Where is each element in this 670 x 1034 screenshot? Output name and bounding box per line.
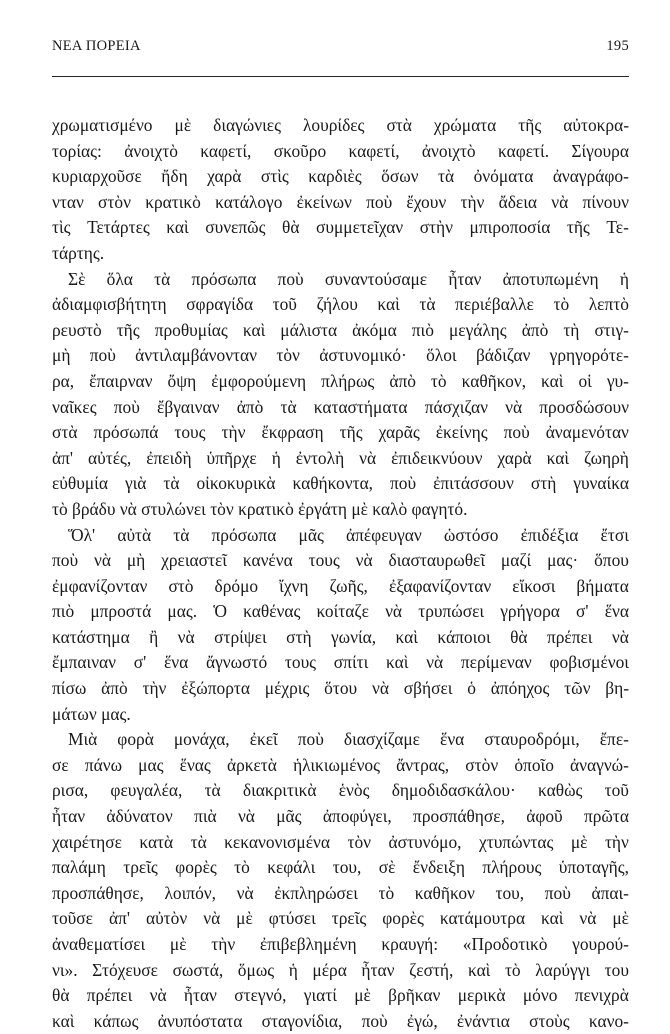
text-line: κυριαρχοῦσε ἤδη χαρὰ στὶς καρδιὲς ὅσων τὰ ὀνόματα ἀναγράφο- <box>52 166 629 187</box>
text-line: τὶς Τετάρτες καὶ συνεπῶς θὰ συμμετεῖχαν στὴν μπιροποσία τῆς Τε- <box>52 217 629 238</box>
text-line: τὸ βράδυ νὰ στυλώνει τὸν κρατικὸ ἐργάτη μὲ καλὸ φαγητό. <box>52 498 468 519</box>
text-line: θὰ πρέπει νὰ ἦταν στεγνό, γιατί μὲ βρῆκαν μερικὰ μόνο πενιχρὰ <box>52 985 629 1006</box>
text-line: ἀπ' αὐτές, ἐπειδὴ ὑπῆρχε ἡ ἐντολὴ νὰ ἐπιδεικνύουν χαρὰ καὶ ζωηρὴ <box>52 447 629 468</box>
text-line: στὰ πρόσωπά τους τὴν ἔκφραση τῆς χαρᾶς ἐκείνης ποὺ ἀναμενόταν <box>52 422 629 443</box>
paragraph <box>52 267 629 523</box>
text-line: τορίας: ἀνοιχτὸ καφετί, σκοῦρο καφετί, ἀνοιχτὸ καφετί. Σίγουρα <box>52 140 629 161</box>
text-line: Ὅλ' αὐτὰ τὰ πρόσωπα μᾶς ἀπέφευγαν ὡστόσο ἐπιδέξια ἔτσι <box>68 524 629 545</box>
text-line: Σὲ ὅλα τὰ πρόσωπα ποὺ συναντούσαμε ἦταν ἀποτυπωμένη ἡ <box>68 268 629 289</box>
text-line: Μιὰ φορὰ μονάχα, ἐκεῖ ποὺ διασχίζαμε ἕνα σταυροδρόμι, ἔπε- <box>68 729 629 750</box>
text-line: εὐθυμία γιὰ τὰ οἰκοκυρικὰ καθήκοντα, ποὺ ἐπιτάσσουν στὴ γυναίκα <box>52 473 629 494</box>
text-line: νταν στὸν κρατικὸ κατάλογο ἐκείνων ποὺ ἔχουν τὴν ἄδεια νὰ πίνουν <box>52 191 629 212</box>
text-line: παλάμη τρεῖς φορὲς τὸ κεφάλι του, σὲ ἔνδειξη πλήρους ὑποταγῆς, <box>52 857 629 878</box>
book-page <box>52 38 629 1034</box>
text-line: μὴ ποὺ ἀντιλαμβάνονταν τὸν ἀστυνομικό· ὅλοι βάδιζαν γρηγορότε- <box>52 345 629 366</box>
running-header <box>52 38 629 62</box>
text-line: προσπάθησε, λοιπόν, νὰ ἐκπληρώσει τὸ καθῆκον του, ποὺ ἀπαι- <box>52 882 629 903</box>
paragraph <box>52 727 629 1034</box>
text-line: καὶ κάπως ἀνυπόστατα σταγονίδια, ποὺ ἐγώ, ἐνάντια στοὺς κανο- <box>52 1010 629 1031</box>
text-line: ρευστὸ τῆς προθυμίας καὶ μάλιστα ἀκόμα πιὸ μεγάλης ἀπὸ τὴ στιγ- <box>52 319 629 340</box>
text-line: κατάστημα ἢ νὰ στρίψει στὴ γωνία, καὶ κάποιοι θὰ πρέπει νὰ <box>52 626 629 647</box>
header-rule <box>52 76 629 77</box>
body-text <box>52 113 629 1034</box>
running-title: ΝΕΑ ΠΟΡΕΙΑ <box>52 38 141 54</box>
text-line: ἦταν ἀδύνατον πιὰ νὰ μᾶς ἀποφύγει, προσπάθησε, ἀφοῦ πρῶτα <box>52 806 629 827</box>
text-line: ἀδιαμφισβήτητη σφραγίδα τοῦ ζήλου καὶ τὰ περιέβαλλε τὸ λεπτὸ <box>52 294 629 315</box>
text-line: νι». Στόχευσε σωστά, ὅμως ἡ μέρα ἦταν ζεστή, καὶ τὸ λαρύγγι του <box>52 959 629 980</box>
text-line: ἔμπαιναν σ' ἕνα ἄγνωστό τους σπίτι καὶ νὰ περίμεναν φοβισμένοι <box>52 652 629 673</box>
text-line: σε πάνω μας ἕνας ἀρκετὰ ἡλικιωμένος ἄντρας, στὸν ὁποῖο ἀναγνώ- <box>52 754 629 775</box>
text-line: ἀναθεματίσει μὲ τὴν ἐπιβεβλημένη κραυγή: «Προδοτικὸ γουρού- <box>52 934 629 954</box>
text-line: ρισα, φευγαλέα, τὰ διακριτικὰ ἑνὸς δημοδιδασκάλου· καθὼς τοῦ <box>52 780 629 801</box>
text-line: χρωματισμένο μὲ διαγώνιες λουρίδες στὰ χρώματα τῆς αὐτοκρα- <box>52 115 629 135</box>
text-line: ναῖκες ποὺ ἔβγαιναν ἀπὸ τὰ καταστήματα πάσχιζαν νὰ προσδώσουν <box>52 396 629 417</box>
text-line: τάρτης. <box>52 242 105 263</box>
text-line: χαιρέτησε κατὰ τὰ κεκανονισμένα τὸν ἀστυνόμο, χτυπώντας μὲ τὴν <box>52 831 629 852</box>
text-line: ρα, ἔπαιρναν ὄψη ἐμφορούμενη πλήρως ἀπὸ τὸ καθῆκον, καὶ οἱ γυ- <box>52 370 629 391</box>
text-line: πιὸ μπροστά μας. Ὁ καθένας κοίταζε νὰ τρυπώσει γρήγορα σ' ἕνα <box>52 601 629 622</box>
text-line: ποὺ νὰ μὴ χρειαστεῖ κανένα τους νὰ διασταυρωθεῖ μαζί μας· ὅπου <box>52 550 629 571</box>
page-number: 195 <box>606 38 629 54</box>
text-line: πίσω ἀπὸ τὴν ἐξώπορτα μέχρις ὅτου νὰ σβήσει ὁ ἀπόηχος τῶν βη- <box>52 678 629 699</box>
paragraph <box>52 523 629 728</box>
paragraph <box>52 113 629 267</box>
text-line: τοῦσε ἀπ' αὐτὸν νὰ μὲ φτύσει τρεῖς φορὲς κατάμουτρα καὶ νὰ μὲ <box>52 908 629 929</box>
text-line: μάτων μας. <box>52 703 131 724</box>
text-line: ἐμφανίζονταν στὸ δρόμο ἴχνη ζωῆς, ἐξαφανίζονταν εἴκοσι βήματα <box>52 575 629 596</box>
